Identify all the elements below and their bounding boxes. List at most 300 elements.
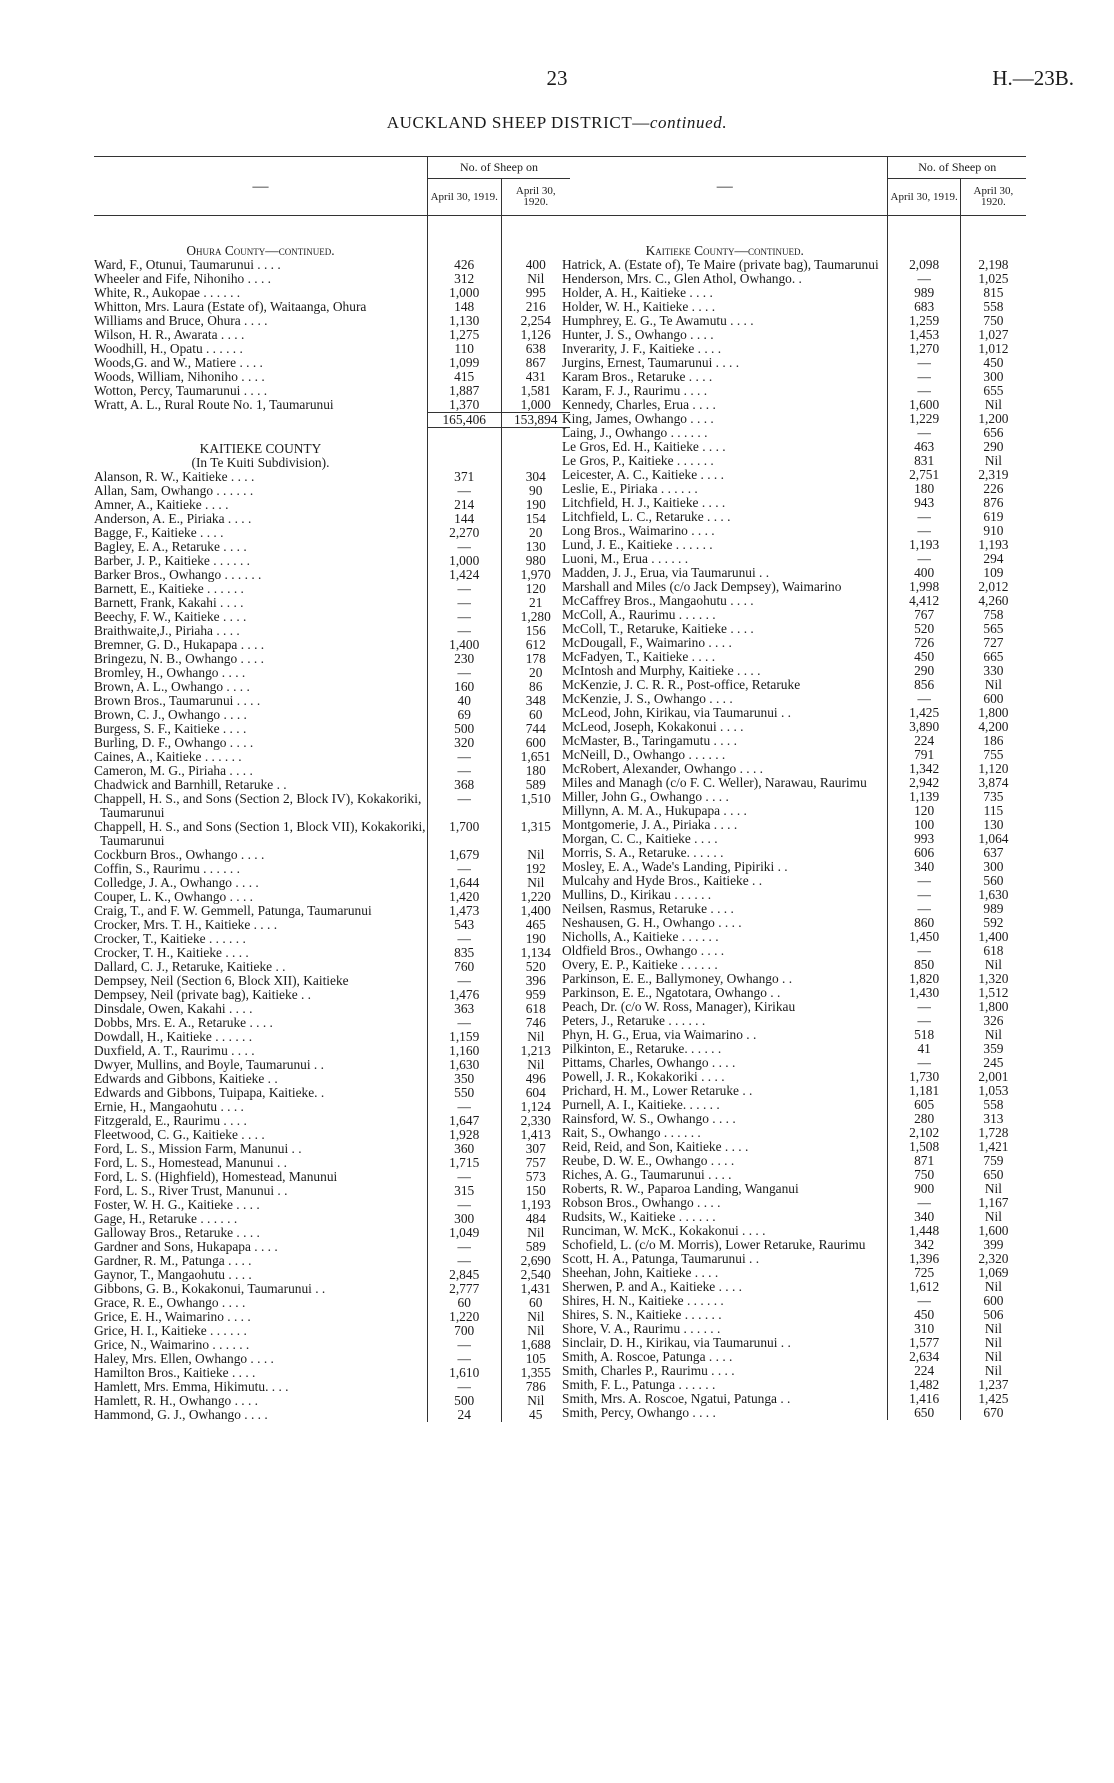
sheep-count-1920: 600 [983, 692, 1004, 706]
sheep-count-1920: 190 [525, 932, 546, 946]
owner-name: McMaster, B., Taringamutu . . . . [562, 734, 888, 748]
sheep-count-1919: 463 [888, 440, 960, 454]
table-row [562, 1084, 1026, 1098]
sheep-count-1919: 230 [427, 652, 501, 666]
table-row [94, 398, 570, 413]
table-row [94, 512, 570, 526]
owner-name: Chappell, H. S., and Sons (Section 2, Block IV), Kokakoriki, Taumarunui [94, 792, 427, 820]
sheep-count-1920: 746 [525, 1016, 546, 1030]
sheep-count-1920: 1,581 [520, 384, 551, 398]
sheep-count-1919: 4,412 [888, 594, 960, 608]
sheep-count-1920: 876 [983, 496, 1004, 510]
sheep-count-1920: Nil [527, 1324, 545, 1338]
table-row [562, 398, 1026, 412]
sheep-count-1919: 1,448 [888, 1224, 960, 1238]
sheep-count-1920: 1,213 [520, 1044, 551, 1058]
document-code: H.—23B. [992, 66, 1074, 90]
table-row [562, 916, 1026, 930]
owner-name: Runciman, W. McK., Kokakonui . . . . [562, 1224, 888, 1238]
total-1919: 165,406 [427, 413, 501, 428]
sheep-count-1920: 359 [983, 1042, 1004, 1056]
sheep-count-1919: — [427, 1338, 501, 1352]
table-row [562, 1070, 1026, 1084]
sheep-count-1919: — [888, 272, 960, 286]
table-row [562, 762, 1026, 776]
owner-name: Dinsdale, Owen, Kakahi . . . . [94, 1002, 427, 1016]
owner-name: Gardner, R. M., Patunga . . . . [94, 1254, 427, 1268]
sheep-count-1920: 2,690 [520, 1254, 551, 1268]
owner-name: Mullins, D., Kirikau . . . . . . [562, 888, 888, 902]
sheep-count-1920: 2,540 [520, 1268, 551, 1282]
sheep-count-1920: 1,280 [520, 610, 551, 624]
sheep-count-1919: 350 [427, 1072, 501, 1086]
owner-name: Grice, E. H., Waimarino . . . . [94, 1310, 427, 1324]
table-row [562, 426, 1026, 440]
sheep-count-1920: 178 [525, 652, 546, 666]
sheep-count-1920: 1,651 [520, 750, 551, 764]
sheep-count-1919: 767 [888, 608, 960, 622]
header-group: No. of Sheep on [427, 157, 570, 179]
sheep-count-1919: 300 [427, 1212, 501, 1226]
owner-name: Litchfield, L. C., Retaruke . . . . [562, 510, 888, 524]
table-row [94, 356, 570, 370]
sheep-count-1920: 1,413 [520, 1128, 551, 1142]
sheep-count-1919: 1,679 [427, 848, 501, 862]
owner-name: Fitzgerald, E., Raurimu . . . . [94, 1114, 427, 1128]
sheep-count-1919: — [888, 510, 960, 524]
table-row [562, 1392, 1026, 1406]
table-row [562, 720, 1026, 734]
sheep-count-1919: 1,193 [888, 538, 960, 552]
sheep-count-1919: 24 [427, 1408, 501, 1422]
sheep-count-1920: 130 [525, 540, 546, 554]
sheep-count-1920: 1,728 [978, 1126, 1009, 1140]
sheep-count-1919: — [427, 1198, 501, 1212]
owner-name: Dempsey, Neil (private bag), Kaitieke . . [94, 988, 427, 1002]
sheep-count-1920: Nil [984, 958, 1002, 972]
sheep-count-1920: 520 [525, 960, 546, 974]
owner-name: Pittams, Charles, Owhango . . . . [562, 1056, 888, 1070]
blank-cell [427, 428, 501, 443]
sheep-count-1919: 415 [427, 370, 501, 384]
sheep-count-1919: — [888, 384, 960, 398]
sheep-count-1920: Nil [527, 848, 545, 862]
sheep-count-1919: 1,424 [427, 568, 501, 582]
section-heading-row [94, 442, 570, 456]
sheep-count-1919: 1,730 [888, 1070, 960, 1084]
owner-name: Woods,G. and W., Matiere . . . . [94, 356, 427, 370]
sheep-count-1920: 1,800 [978, 706, 1009, 720]
sheep-count-1920: 109 [983, 566, 1004, 580]
owner-name: Dwyer, Mullins, and Boyle, Taumarunui . . [94, 1058, 427, 1072]
sheep-count-1920: 665 [983, 650, 1004, 664]
sheep-count-1920: 600 [525, 736, 546, 750]
table-row [94, 736, 570, 750]
owner-name: Millynn, A. M. A., Hukupapa . . . . [562, 804, 888, 818]
owner-name: Duxfield, A. T., Raurimu . . . . [94, 1044, 427, 1058]
sheep-count-1920: 216 [525, 300, 546, 314]
table-row [94, 1058, 570, 1072]
sheep-count-1919: 1,342 [888, 762, 960, 776]
sheep-count-1919: 1,425 [888, 706, 960, 720]
section-heading-row [562, 244, 1026, 258]
sheep-count-1920: 589 [525, 1240, 546, 1254]
table-row [94, 554, 570, 568]
table-row [94, 1240, 570, 1254]
sheep-count-1920: 612 [525, 638, 546, 652]
table-row [562, 818, 1026, 832]
sheep-count-1920: 2,198 [978, 258, 1009, 272]
owner-name: Williams and Bruce, Ohura . . . . [94, 314, 427, 328]
owner-name: Neshausen, G. H., Owhango . . . . [562, 916, 888, 930]
owner-name: Wilson, H. R., Awarata . . . . [94, 328, 427, 342]
owner-name: Ford, L. S., River Trust, Manunui . . [94, 1184, 427, 1198]
sheep-count-1920: 1,510 [520, 792, 551, 806]
sheep-count-1920: 226 [983, 482, 1004, 496]
owner-name: Rainsford, W. S., Owhango . . . . [562, 1112, 888, 1126]
table-row [94, 988, 570, 1002]
sheep-count-1919: 1,630 [427, 1058, 501, 1072]
table-row [94, 694, 570, 708]
sheep-count-1919: 1,715 [427, 1156, 501, 1170]
table-row [94, 1254, 570, 1268]
table-row [94, 1072, 570, 1086]
table-row [94, 848, 570, 862]
owner-name: Lund, J. E., Kaitieke . . . . . . [562, 538, 888, 552]
sheep-count-1920: 600 [983, 1294, 1004, 1308]
owner-name: Roberts, R. W., Paparoa Landing, Wanganui [562, 1182, 888, 1196]
owner-name: Brown, A. L., Owhango . . . . [94, 680, 427, 694]
sheep-count-1919: — [427, 1170, 501, 1184]
owner-name: McDougall, F., Waimarino . . . . [562, 636, 888, 650]
table-row [94, 526, 570, 540]
sheep-count-1919: 1,887 [427, 384, 501, 398]
table-row [94, 258, 570, 272]
owner-name: Grice, N., Waimarino . . . . . . [94, 1338, 427, 1352]
sheep-count-1920: 2,001 [978, 1070, 1009, 1084]
sheep-count-1919: 1,099 [427, 356, 501, 370]
sheep-count-1920: 20 [529, 666, 543, 680]
sheep-count-1919: 40 [427, 694, 501, 708]
sheep-count-1919: 160 [427, 680, 501, 694]
owner-name: Barber, J. P., Kaitieke . . . . . . [94, 554, 427, 568]
sheep-count-1920: 1,064 [978, 832, 1009, 846]
sheep-count-1919: 543 [427, 918, 501, 932]
table-row [94, 1030, 570, 1044]
sheep-count-1920: 307 [525, 1142, 546, 1156]
table-row [562, 1280, 1026, 1294]
table-row [94, 568, 570, 582]
table-row [562, 874, 1026, 888]
owner-name: Braithwaite,J., Piriaha . . . . [94, 624, 427, 638]
sheep-count-1920: 656 [983, 426, 1004, 440]
owner-name: Barnett, E., Kaitieke . . . . . . [94, 582, 427, 596]
sheep-count-1920: 786 [525, 1380, 546, 1394]
sheep-count-1920: Nil [527, 1030, 545, 1044]
table-row [94, 540, 570, 554]
sheep-count-1919: — [427, 596, 501, 610]
sheep-count-1920: 190 [525, 498, 546, 512]
sheep-count-1919: 550 [427, 1086, 501, 1100]
owner-name: Inverarity, J. F., Kaitieke . . . . [562, 342, 888, 356]
table-row [562, 1000, 1026, 1014]
owner-name: Sheehan, John, Kaitieke . . . . [562, 1266, 888, 1280]
sheep-count-1920: 294 [983, 552, 1004, 566]
owner-name: Leslie, E., Piriaka . . . . . . [562, 482, 888, 496]
table-row [562, 678, 1026, 692]
sheep-count-1920: 1,237 [978, 1378, 1009, 1392]
sheep-count-1920: 120 [525, 582, 546, 596]
owner-name: Ford, L. S. (Highfield), Homestead, Manunui [94, 1170, 427, 1184]
table-row [94, 624, 570, 638]
owner-name: Chadwick and Barnhill, Retaruke . . [94, 778, 427, 792]
owner-name: Luoni, M., Erua . . . . . . [562, 552, 888, 566]
sheep-count-1919: 310 [888, 1322, 960, 1336]
table-row [562, 286, 1026, 300]
sheep-count-1919: — [427, 1240, 501, 1254]
owner-name: Grice, H. I., Kaitieke . . . . . . [94, 1324, 427, 1338]
sheep-count-1920: 558 [983, 300, 1004, 314]
sheep-count-1920: 1,069 [978, 1266, 1009, 1280]
table-row [562, 594, 1026, 608]
sheep-count-1920: 180 [525, 764, 546, 778]
table-row [562, 664, 1026, 678]
blank-cell [94, 230, 427, 244]
sheep-count-1920: 1,688 [520, 1338, 551, 1352]
blank-row [94, 216, 570, 231]
sheep-count-1919: 1,181 [888, 1084, 960, 1098]
sheep-count-1920: 304 [525, 470, 546, 484]
owner-name: Leicester, A. C., Kaitieke . . . . [562, 468, 888, 482]
sheep-count-1919: 726 [888, 636, 960, 650]
sheep-count-1920: 399 [983, 1238, 1004, 1252]
sheep-count-1919: — [427, 974, 501, 988]
header-dash: — [562, 157, 888, 216]
header-group: No. of Sheep on [888, 157, 1026, 179]
table-row [562, 1266, 1026, 1280]
sheep-count-1920: 1,027 [978, 328, 1009, 342]
table-row [562, 454, 1026, 468]
table-row [94, 750, 570, 764]
sheep-count-1920: 330 [983, 664, 1004, 678]
sheep-count-1919: 1,270 [888, 342, 960, 356]
owner-name: Amner, A., Kaitieke . . . . [94, 498, 427, 512]
sheep-count-1920: 759 [983, 1154, 1004, 1168]
table-row [94, 1268, 570, 1282]
sheep-count-1919: 2,270 [427, 526, 501, 540]
sheep-count-1920: 637 [983, 846, 1004, 860]
sheep-count-1919: 144 [427, 512, 501, 526]
sheep-count-1920: 1,315 [520, 820, 551, 834]
sheep-count-1920: 2,330 [520, 1114, 551, 1128]
sheep-count-1919: 1,508 [888, 1140, 960, 1154]
sheep-count-1919: 1,998 [888, 580, 960, 594]
sheep-count-1920: 21 [529, 596, 543, 610]
header-year-1920: April 30, 1920. [501, 179, 570, 216]
blank-cell [562, 216, 888, 231]
table-row [94, 708, 570, 722]
blank-cell [94, 216, 427, 231]
table-row [94, 1086, 570, 1100]
table-row [562, 608, 1026, 622]
sheep-count-1920: 290 [983, 440, 1004, 454]
owner-name: Crocker, T., Kaitieke . . . . . . [94, 932, 427, 946]
sheep-count-1919: — [427, 1254, 501, 1268]
sheep-count-1920: Nil [984, 1322, 1002, 1336]
sheep-count-1920: 496 [525, 1072, 546, 1086]
owner-name: Dempsey, Neil (Section 6, Block XII), Kaitieke [94, 974, 427, 988]
owner-name: Ernie, H., Mangaohutu . . . . [94, 1100, 427, 1114]
sheep-count-1919: 1,396 [888, 1252, 960, 1266]
table-row [94, 666, 570, 680]
sheep-count-1919: — [427, 540, 501, 554]
owner-name: Sinclair, D. H., Kirikau, via Taumarunui . . [562, 1336, 888, 1350]
table-row [94, 1044, 570, 1058]
owner-name: Allan, Sam, Owhango . . . . . . [94, 484, 427, 498]
table-row [94, 1100, 570, 1114]
blank-cell [562, 230, 888, 244]
table-row [562, 1238, 1026, 1252]
owner-name: Shires, H. N., Kaitieke . . . . . . [562, 1294, 888, 1308]
owner-name: Bringezu, N. B., Owhango . . . . [94, 652, 427, 666]
sheep-count-1920: 1,053 [978, 1084, 1009, 1098]
sheep-table-right [562, 156, 1026, 1420]
table-row [94, 820, 570, 848]
sheep-count-1919: 1,220 [427, 1310, 501, 1324]
blank-cell [501, 442, 570, 456]
sheep-count-1919: 1,577 [888, 1336, 960, 1350]
owner-name: Le Gros, P., Kaitieke . . . . . . [562, 454, 888, 468]
blank-cell [94, 428, 427, 443]
table-row [562, 832, 1026, 846]
page-title-main: AUCKLAND SHEEP DISTRICT— [386, 113, 650, 132]
owner-name: McLeod, Joseph, Kokakonui . . . . [562, 720, 888, 734]
sheep-count-1919: — [888, 902, 960, 916]
table-row [562, 1098, 1026, 1112]
sheep-count-1919: 993 [888, 832, 960, 846]
sheep-count-1920: 1,025 [978, 272, 1009, 286]
sheep-count-1919: — [888, 944, 960, 958]
sheep-count-1920: 3,874 [978, 776, 1009, 790]
table-row [94, 286, 570, 300]
sheep-count-1919: — [888, 1196, 960, 1210]
sheep-count-1919: 224 [888, 734, 960, 748]
table-row [562, 1014, 1026, 1028]
sheep-count-1920: 1,425 [978, 1392, 1009, 1406]
table-row [562, 566, 1026, 580]
sheep-count-1919: 1,130 [427, 314, 501, 328]
sheep-count-1919: — [888, 370, 960, 384]
owner-name: Bromley, H., Owhango . . . . [94, 666, 427, 680]
sheep-count-1919: 860 [888, 916, 960, 930]
table-row [562, 342, 1026, 356]
sheep-count-1919: — [427, 624, 501, 638]
owner-name: McColl, T., Retaruke, Kaitieke . . . . [562, 622, 888, 636]
sheep-count-1920: 727 [983, 636, 1004, 650]
blank-cell [501, 216, 570, 231]
sheep-count-1919: 426 [427, 258, 501, 272]
owner-name: Haley, Mrs. Ellen, Owhango . . . . [94, 1352, 427, 1366]
table-row [562, 552, 1026, 566]
sheep-count-1919: — [888, 426, 960, 440]
sheep-count-1919: 450 [888, 650, 960, 664]
sheep-count-1919: 500 [427, 722, 501, 736]
table-row [94, 1212, 570, 1226]
sheep-count-1919: 363 [427, 1002, 501, 1016]
table-row [562, 1056, 1026, 1070]
table-row [94, 1380, 570, 1394]
total-row [94, 413, 570, 428]
table-row [94, 1156, 570, 1170]
page-number: 23 [546, 66, 568, 90]
sheep-count-1920: 2,320 [978, 1252, 1009, 1266]
right-column [562, 156, 1026, 1420]
owner-name: Morris, S. A., Retaruke. . . . . . [562, 846, 888, 860]
table-row [562, 1126, 1026, 1140]
sheep-count-1920: 1,400 [978, 930, 1009, 944]
sheep-count-1919: 1,820 [888, 972, 960, 986]
owner-name: Henderson, Mrs. C., Glen Athol, Owhango. . [562, 272, 888, 286]
owner-name: Long Bros., Waimarino . . . . [562, 524, 888, 538]
table-row [94, 370, 570, 384]
sheep-count-1920: 618 [525, 1002, 546, 1016]
owner-name: Smith, Mrs. A. Roscoe, Ngatui, Patunga . . [562, 1392, 888, 1406]
sheep-count-1919: 1,229 [888, 412, 960, 426]
owner-name: Whitton, Mrs. Laura (Estate of), Waitaanga, Ohura [94, 300, 427, 314]
table-row [94, 1170, 570, 1184]
sheep-count-1920: 1,000 [520, 398, 551, 412]
sheep-count-1919: 360 [427, 1142, 501, 1156]
sheep-count-1919: 900 [888, 1182, 960, 1196]
owner-name: Peach, Dr. (c/o W. Ross, Manager), Kirikau [562, 1000, 888, 1014]
sheep-count-1920: Nil [527, 1394, 545, 1408]
sheep-count-1919: 1,928 [427, 1128, 501, 1142]
table-row [562, 1168, 1026, 1182]
sheep-count-1919: 400 [888, 566, 960, 580]
owner-name: Peters, J., Retaruke . . . . . . [562, 1014, 888, 1028]
sheep-count-1920: 755 [983, 748, 1004, 762]
sheep-count-1919: 606 [888, 846, 960, 860]
sheep-table-left [94, 156, 570, 1422]
sheep-count-1919: 1,450 [888, 930, 960, 944]
owner-name: Rait, S., Owhango . . . . . . [562, 1126, 888, 1140]
owner-name: Crocker, T. H., Kaitieke . . . . [94, 946, 427, 960]
sheep-count-1920: 2,319 [978, 468, 1009, 482]
sheep-count-1920: 735 [983, 790, 1004, 804]
table-row [562, 1378, 1026, 1392]
table-row [94, 890, 570, 904]
sheep-count-1919: 1,049 [427, 1226, 501, 1240]
sheep-count-1920: 995 [525, 286, 546, 300]
owner-name: Fleetwood, C. G., Kaitieke . . . . [94, 1128, 427, 1142]
sheep-count-1920: 1,512 [978, 986, 1009, 1000]
sheep-count-1920: 757 [525, 1156, 546, 1170]
blank-cell [960, 230, 1026, 244]
sheep-count-1919: 1,453 [888, 328, 960, 342]
table-row [94, 272, 570, 286]
sheep-count-1920: 1,193 [520, 1198, 551, 1212]
table-row [94, 1324, 570, 1338]
owner-name: Hammond, G. J., Owhango . . . . [94, 1408, 427, 1422]
sheep-count-1920: 115 [983, 804, 1004, 818]
owner-name: Bagge, F., Kaitieke . . . . [94, 526, 427, 540]
sheep-count-1919: 650 [888, 1406, 960, 1420]
blank-cell [501, 456, 570, 470]
table-row [94, 1114, 570, 1128]
owner-name: McLeod, John, Kirikau, via Taumarunui . . [562, 706, 888, 720]
table-row [562, 538, 1026, 552]
sheep-count-1920: 650 [983, 1168, 1004, 1182]
